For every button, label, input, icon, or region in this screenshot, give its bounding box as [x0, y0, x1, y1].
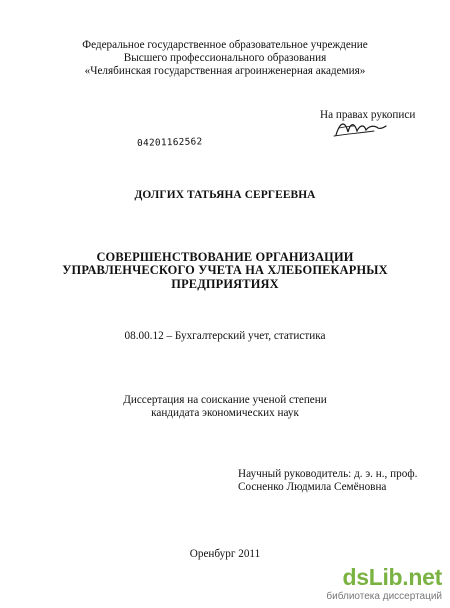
watermark-logo: dsLib.net	[342, 564, 442, 590]
dissertation-title-line-3: ПРЕДПРИЯТИЯХ	[171, 277, 279, 291]
degree-line-2: кандидата экономических наук	[151, 407, 299, 419]
author-name: ДОЛГИХ ТАТЬЯНА СЕРГЕЕВНА	[134, 189, 316, 201]
dissertation-title-line-1: СОВЕРШЕНСТВОВАНИЕ ОРГАНИЗАЦИИ	[96, 250, 354, 264]
manuscript-rights-label: На правах рукописи	[320, 109, 416, 121]
dissertation-title-line-2: УПРАВЛЕНЧЕСКОГО УЧЕТА НА ХЛЕБОПЕКАРНЫХ	[62, 263, 388, 277]
watermark-tagline: библиотека диссертаций	[326, 591, 442, 602]
city-year: Оренбург 2011	[189, 548, 261, 560]
degree-line-1: Диссертация на соискание ученой степени	[123, 394, 327, 406]
supervisor-line-1: Научный руководитель: д. э. н., проф.	[238, 468, 418, 480]
institution-line-1: Федеральное государственное образовательное учреждение	[82, 39, 368, 51]
institution-line-2: Высшего профессионального образования	[123, 52, 327, 64]
institution-line-3: «Челябинская государственная агроинженерная академия»	[84, 65, 366, 77]
watermark	[326, 566, 442, 602]
document-number: 04201162562	[136, 136, 203, 149]
supervisor-line-2: Сосненко Людмила Семёновна	[238, 481, 387, 493]
specialty-code: 08.00.12 – Бухгалтерский учет, статистика	[124, 330, 326, 342]
signature	[330, 116, 388, 140]
